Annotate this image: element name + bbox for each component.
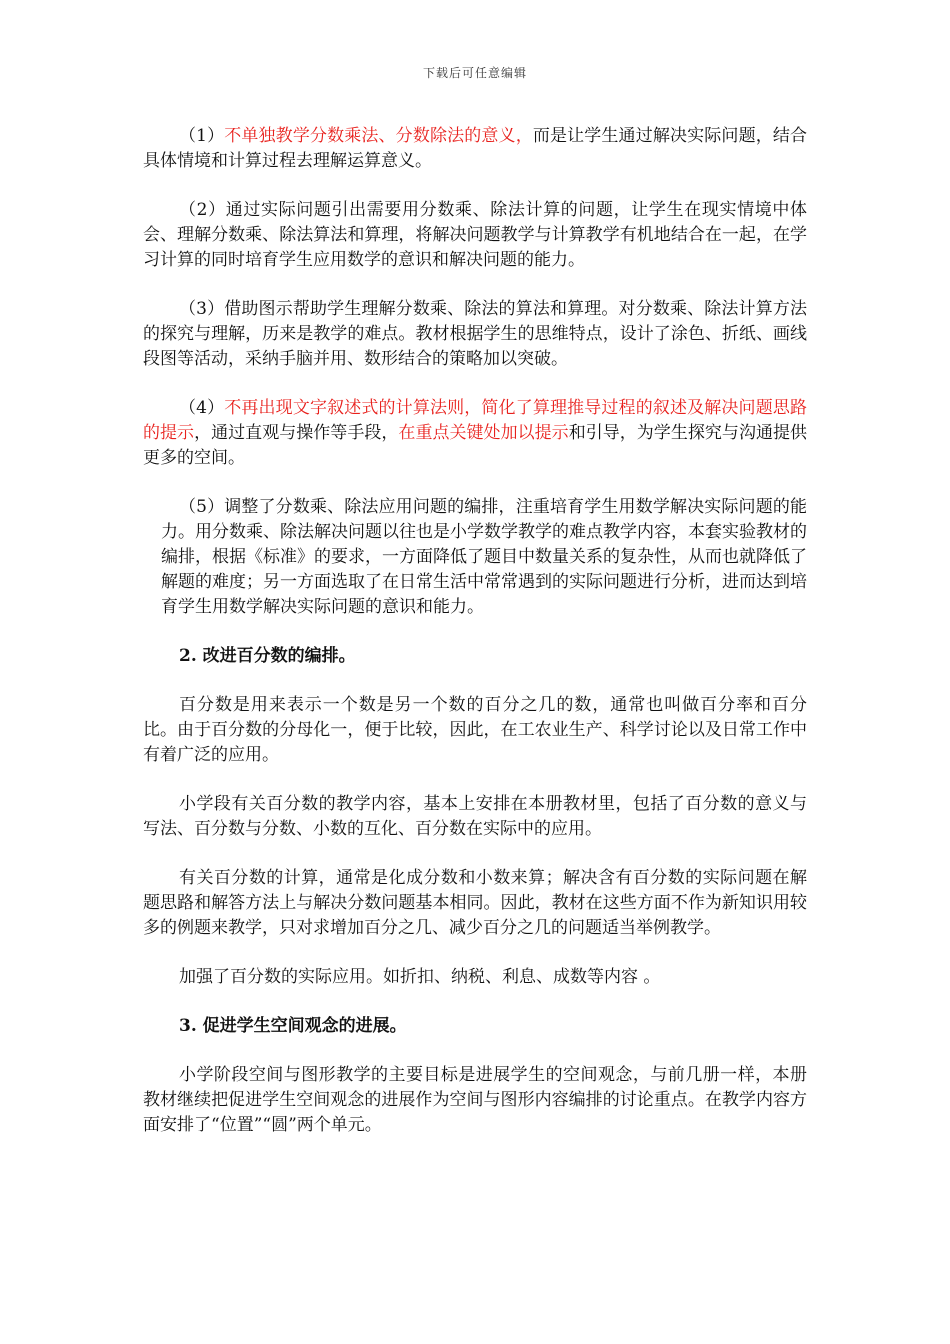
paragraph-2: （2）通过实际问题引出需要用分数乘、除法计算的问题，让学生在现实情境中体会、理解分数乘、除法算法和算理，将解决问题教学与计算教学有机地结合在一起，在学习计算的同时培育学生应用数学的意识和解决问题的能力。 [143,200,807,270]
paragraph-1-highlight: 不单独教学分数乘法、分数除法的意义， [224,126,533,146]
paragraph-4-highlight-1: 不再出现文字叙述式的计算法则，简化了算理推导过程的叙述及解决问题思路的提示 [143,398,807,443]
paragraph-1-prefix: （1） [179,126,225,146]
section-2-paragraph-2: 小学段有关百分数的教学内容，基本上安排在本册教材里，包括了百分数的意义与写法、百分数与分数、小数的互化、百分数在实际中的应用。 [143,794,807,839]
section-3-paragraph-1: 小学阶段空间与图形教学的主要目标是进展学生的空间观念，与前几册一样，本册教材继续把促进学生空间观念的进展作为空间与图形内容编排的讨论重点。在教学内容方面安排了“位置”“圆”两个单元。 [143,1065,807,1135]
section-3-heading: 3. 促进学生空间观念的进展。 [179,1016,407,1036]
paragraph-4-highlight-2: 在重点关键处加以提示 [398,423,569,443]
paragraph-1 [143,124,807,174]
section-2-paragraph-1: 百分数是用来表示一个数是另一个数的百分之几的数，通常也叫做百分率和百分比。由于百分数的分母化一，便于比较，因此，在工农业生产、科学讨论以及日常工作中有着广泛的应用。 [143,695,807,765]
page-header: 下载后可任意编辑 [422,66,527,80]
paragraph-1-rest: 而是让学生通过解决实际问题，结合具体情境和计算过程去理解运算意义。 [143,126,807,171]
section-2-paragraph-3: 有关百分数的计算，通常是化成分数和小数来算；解决含有百分数的实际问题在解题思路和解答方法上与解决分数问题基本相同。因此，教材在这些方面不作为新知识用较多的例题来教学，只对求增加百分之几、减少百分之几的问题适当举例教学。 [143,868,807,938]
paragraph-4-rest: 和引导，为学生探究与沟通提供更多的空间。 [143,423,808,468]
paragraph-3: （3）借助图示帮助学生理解分数乘、除法的算法和算理。对分数乘、除法计算方法的探究与理解，历来是教学的难点。教材根据学生的思维特点，设计了涂色、折纸、画线段图等活动，采纳手脑并用、数形结合的策略加以突破。 [143,299,807,369]
section-2-paragraph-4: 加强了百分数的实际应用。如折扣、纳税、利息、成数等内容 。 [179,967,661,987]
paragraph-4-middle: ，通过直观与操作等手段， [194,423,399,443]
paragraph-4-prefix: （4） [179,398,225,418]
document-body [143,124,807,1162]
section-2-heading: 2. 改进百分数的编排。 [179,646,356,666]
paragraph-4 [143,396,807,471]
paragraph-5: （5）调整了分数乘、除法应用问题的编排，注重培育学生用数学解决实际问题的能力。用分数乘、除法解决问题以往也是小学数学教学的难点教学内容，本套实验教材的编排，根据《标准》的要求，一方面降低了题目中数量关系的复杂性，从而也就降低了解题的难度；另一方面选取了在日常生活中常常遇到的实际问题进行分析，进而达到培育学生用数学解决实际问题的意识和能力。 [161,497,807,617]
